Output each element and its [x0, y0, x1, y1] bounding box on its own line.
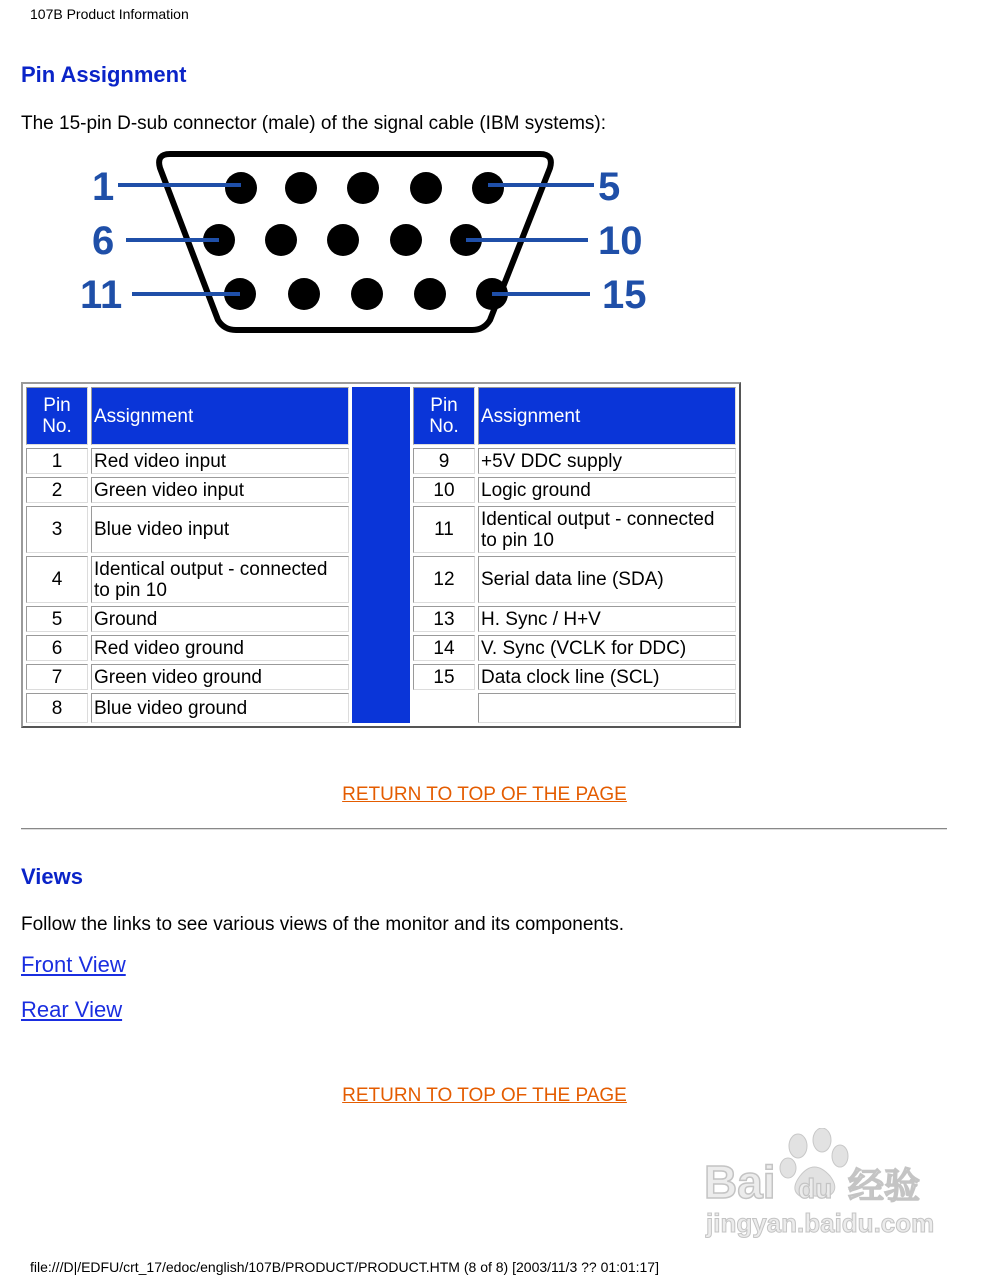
views-intro: Follow the links to see various views of the monitor and its components.	[21, 914, 625, 935]
pin-number: 3	[26, 506, 88, 553]
pin-assignment: Red video ground	[91, 635, 349, 661]
pin-number: 13	[413, 606, 475, 632]
pin-assignment-heading: Pin Assignment	[21, 62, 187, 87]
pin-assignment: Green video ground	[91, 664, 349, 690]
return-to-top-link[interactable]: RETURN TO TOP OF THE PAGE	[342, 784, 627, 805]
pin-assignment: Identical output - connected to pin 10	[91, 556, 349, 603]
pin-number: 14	[413, 635, 475, 661]
pin-assignment-intro: The 15-pin D-sub connector (male) of the signal cable (IBM systems):	[21, 113, 607, 134]
front-view-link[interactable]: Front View	[21, 952, 126, 977]
pin-number: 15	[413, 664, 475, 690]
pin-assignment: Data clock line (SCL)	[478, 664, 736, 690]
pin-number: 7	[26, 664, 88, 690]
document-title: 107B Product Information	[30, 6, 189, 22]
pin-assignment: Ground	[91, 606, 349, 632]
pin-number-header: Pin No.	[413, 387, 475, 445]
assignment-header: Assignment	[91, 387, 349, 445]
empty-cell	[478, 693, 736, 723]
pin-number: 4	[26, 556, 88, 603]
column-separator	[352, 387, 410, 723]
pin-number: 11	[413, 506, 475, 553]
assignment-header: Assignment	[478, 387, 736, 445]
pin-label-11: 11	[80, 273, 123, 317]
pin-assignment: +5V DDC supply	[478, 448, 736, 474]
pin-assignment: Red video input	[91, 448, 349, 474]
pin-assignment: Blue video input	[91, 506, 349, 553]
pin-assignment: Logic ground	[478, 477, 736, 503]
pin-label-6: 6	[92, 219, 115, 263]
pin-label-10: 10	[598, 219, 643, 263]
pin-assignment: Serial data line (SDA)	[478, 556, 736, 603]
pin-label-5: 5	[598, 165, 621, 209]
pin-number: 5	[26, 606, 88, 632]
views-heading: Views	[21, 864, 83, 889]
pin-assignment: V. Sync (VCLK for DDC)	[478, 635, 736, 661]
pin-label-15: 15	[602, 273, 647, 317]
pin-number: 12	[413, 556, 475, 603]
section-divider	[21, 828, 947, 830]
svg-text:jingyan.baidu.com: jingyan.baidu.com	[706, 1208, 935, 1238]
svg-text:经验: 经验	[848, 1166, 921, 1207]
rear-view-link[interactable]: Rear View	[21, 997, 123, 1022]
pin-number: 6	[26, 635, 88, 661]
pin-number-header: Pin No.	[26, 387, 88, 445]
svg-text:du: du	[798, 1173, 833, 1204]
pin-assignment: Identical output - connected to pin 10	[478, 506, 736, 553]
pin-number: 2	[26, 477, 88, 503]
baidu-watermark-logo	[700, 1128, 940, 1248]
pin-number: 9	[413, 448, 475, 474]
pin-number: 10	[413, 477, 475, 503]
pin-assignment: Blue video ground	[91, 693, 349, 723]
pin-label-1: 1	[92, 165, 115, 209]
pin-number: 1	[26, 448, 88, 474]
empty-cell	[413, 693, 475, 723]
pin-assignment: H. Sync / H+V	[478, 606, 736, 632]
footer-file-path: file:///D|/EDFU/crt_17/edoc/english/107B/PRODUCT/PRODUCT.HTM (8 of 8) [2003/11/3 ?? 01:01:17]	[30, 1259, 659, 1275]
pin-number: 8	[26, 693, 88, 723]
dsub-connector-diagram	[78, 148, 658, 338]
pin-assignment: Green video input	[91, 477, 349, 503]
pin-assignment-table	[21, 382, 741, 728]
svg-text:Bai: Bai	[704, 1156, 776, 1208]
return-to-top-link[interactable]: RETURN TO TOP OF THE PAGE	[342, 1085, 627, 1106]
